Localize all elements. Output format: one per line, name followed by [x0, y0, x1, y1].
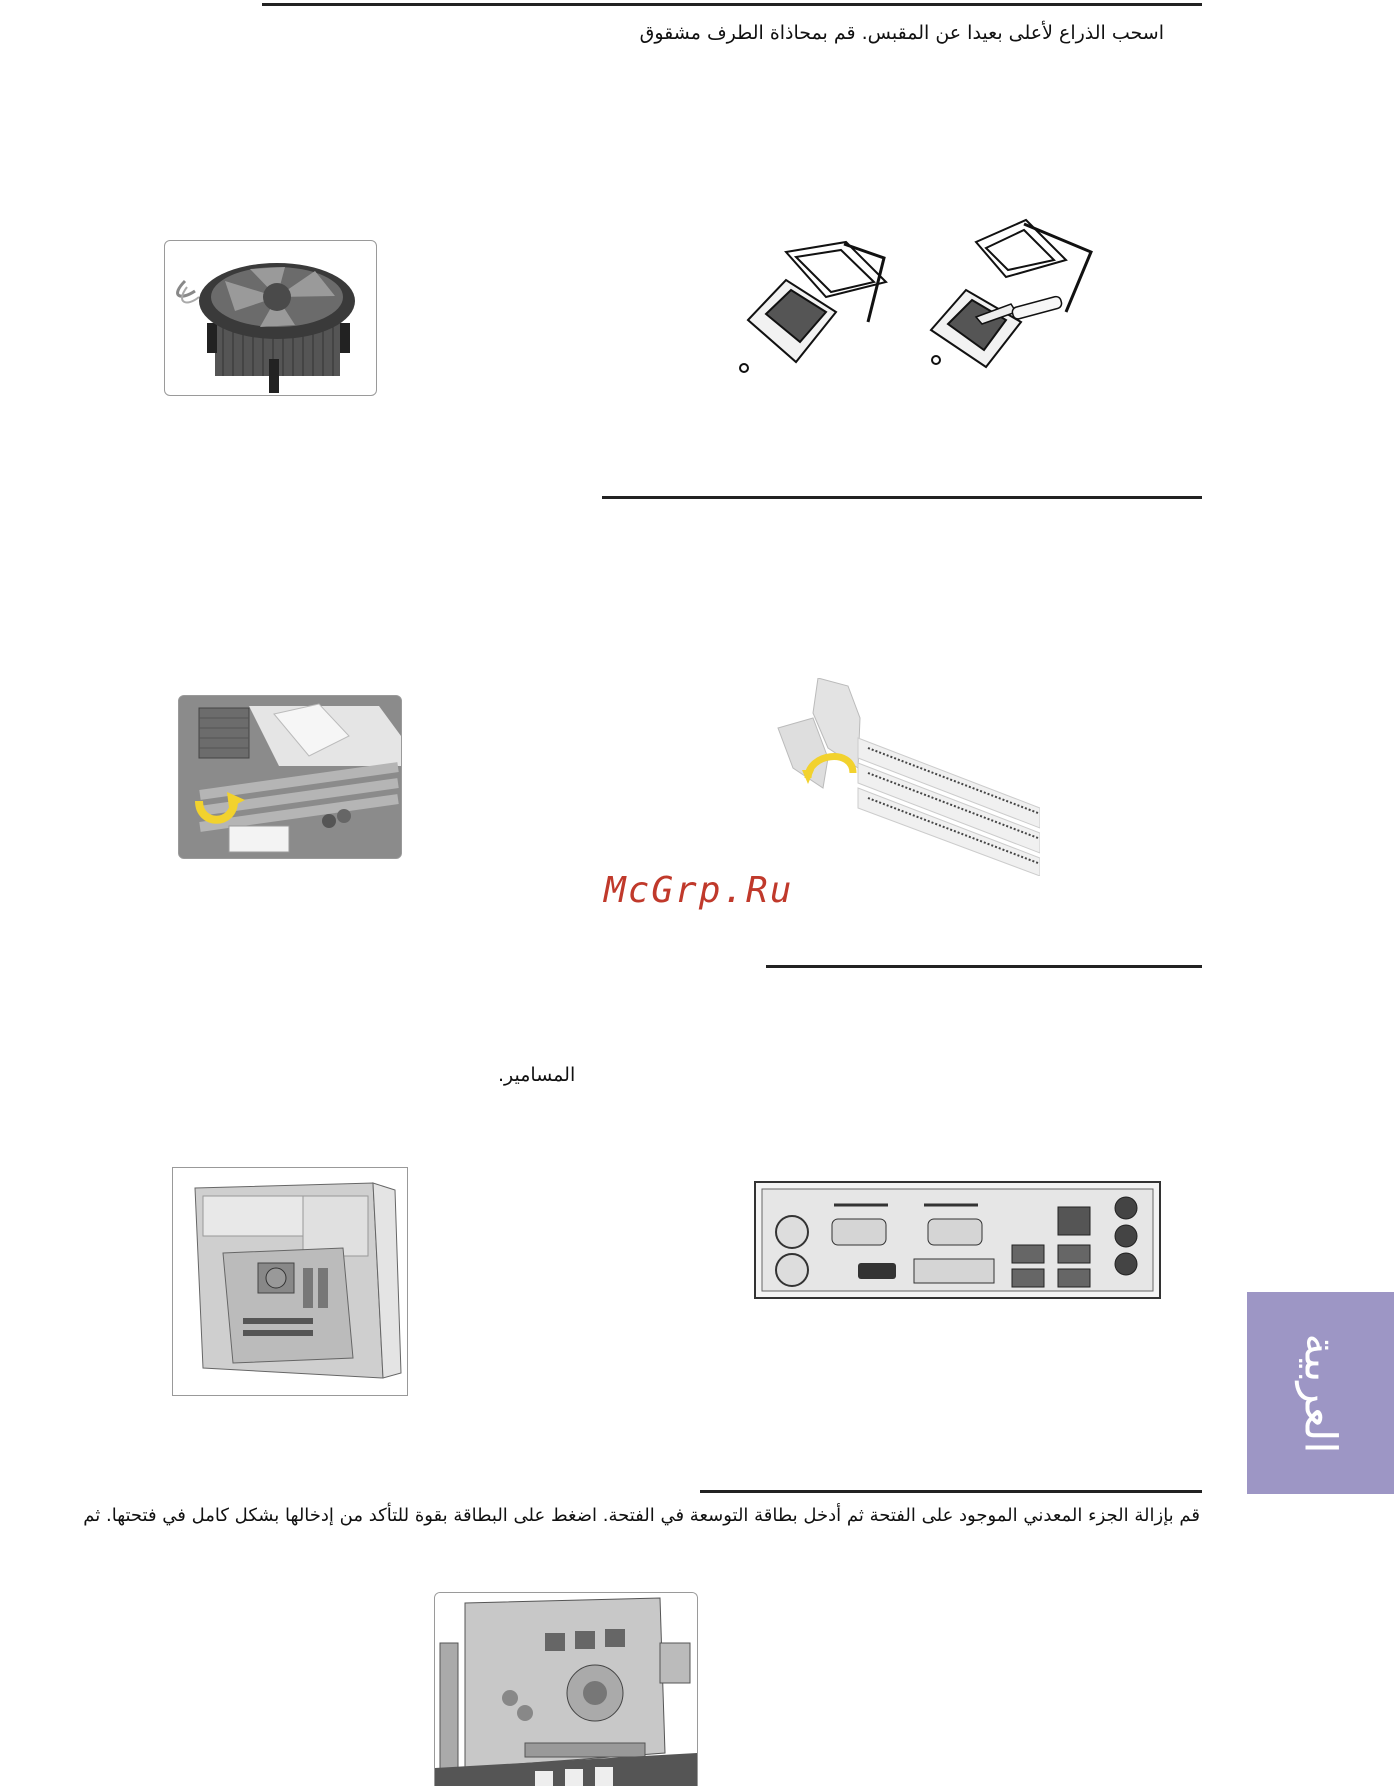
- dimm-slot-figure: [768, 678, 1040, 876]
- io-panel-figure: [754, 1181, 1161, 1299]
- section3-instruction: المسامير.: [498, 1064, 576, 1086]
- cpu-cooler-figure: [164, 240, 377, 396]
- section-rule-2: [602, 496, 1202, 499]
- watermark: McGrp.Ru: [604, 870, 794, 911]
- section4-instruction: قم بإزالة الجزء المعدني الموجود على الفتحة ثم أدخل بطاقة التوسعة في الفتحة. اضغط على البطاقة بقوة للتأكد من إدخالها بشكل كامل في فتحتها. ثم: [83, 1505, 1200, 1526]
- memory-install-figure: [178, 695, 402, 859]
- language-tab: [1247, 1292, 1394, 1494]
- section-rule-4: [700, 1490, 1202, 1493]
- chassis-figure: [172, 1167, 408, 1396]
- section-rule-1: [262, 3, 1202, 6]
- section1-instruction: اسحب الذراع لأعلى بعيدا عن المقبس. قم بمحاذاة الطرف مشقوق: [639, 22, 1164, 44]
- expansion-card-figure: [434, 1592, 698, 1786]
- language-tab-label: العربية: [1295, 1332, 1346, 1454]
- section-rule-3: [766, 965, 1202, 968]
- cpu-socket-figure: [736, 212, 1096, 382]
